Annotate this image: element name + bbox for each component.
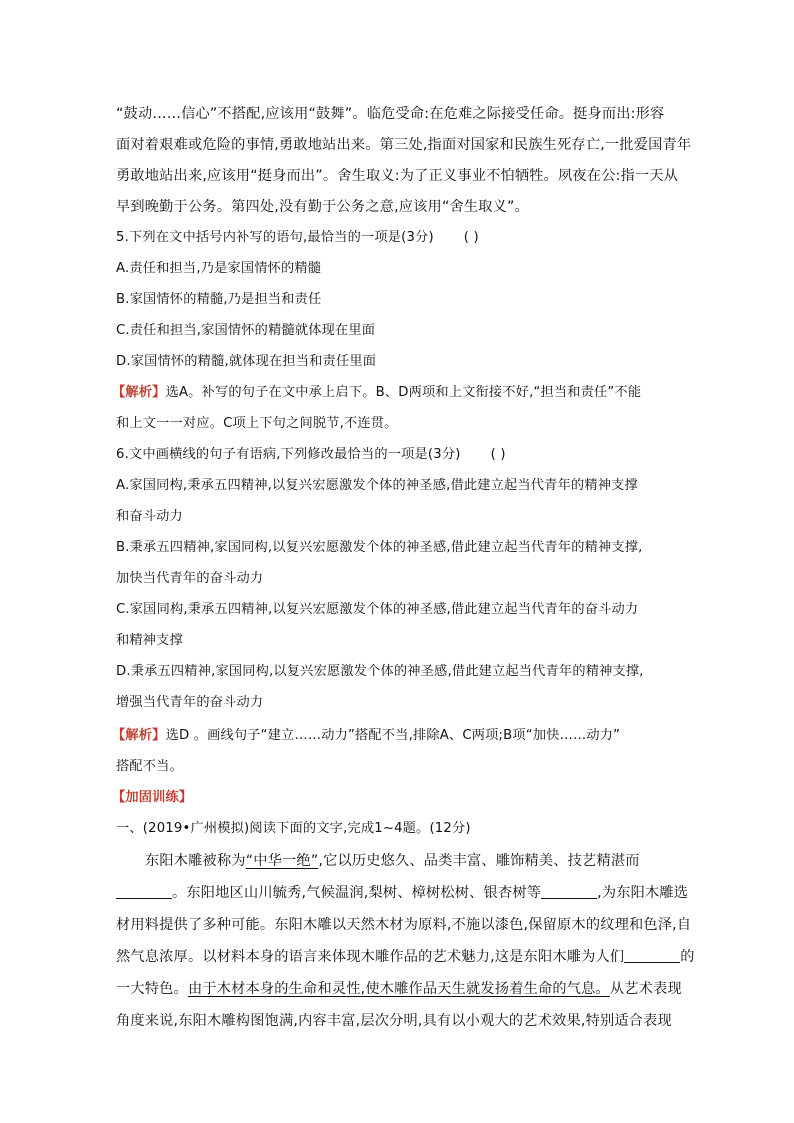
q5-option-a: A.责任和担当,乃是家国情怀的精髓 [116,261,322,276]
q6-option-d-cont: 增强当代青年的奋斗动力 [116,695,264,710]
underlined-sentence: 由于木材本身的生命和灵性,使木雕作品天生就发扬着生命的气息。 [187,981,610,997]
reinforce-heading [112,788,678,808]
q6-option-c-cont: 和精神支撑 [116,633,183,648]
question-6-stem-text: 6.文中画横线的句子有语病,下列修改最恰当的一项是(3分) [116,447,461,462]
passage-text: 东阳木雕被称为 [145,853,246,869]
q5-option-b: B.家国情怀的精髓,乃是担当和责任 [116,292,322,307]
fill-blank [541,884,597,899]
passage-text: 。东阳地区山川毓秀,气候温润,梨树、樟树松树、银杏树等 [172,885,542,901]
passage-text: ,它以历史悠久、品类丰富、雕饰精美、技艺精湛而 [318,853,640,869]
analysis-text: 选D 。画线句子“建立……动力”搭配不当,排除A、C两项;B项“加快……动力” [165,728,621,743]
answer-paren: ( ) [490,447,506,462]
analysis-tag: 【解析】 [112,385,166,400]
q5-option-c: C.责任和担当,家国情怀的精髓就体现在里面 [116,323,376,338]
passage-line-2 [116,883,689,903]
analysis-tag: 【解析】 [112,728,166,743]
passage-line-4 [116,947,695,967]
passage-text: 的 [680,949,695,965]
intro-line-2: 面对着艰难或危险的事情,勇敢地站出来。第三处,指面对国家和民族生死存亡,一批爱国青年 [116,137,692,153]
passage-text: 然气息浓厚。以材料本身的语言来体现木雕作品的艺术魅力,这是东阳木雕为人们 [116,949,625,965]
passage-text: 从艺术表现 [609,981,682,997]
q5-analysis-line-2: 和上文一一对应。C项上下句之间脱节,不连贯。 [116,416,398,431]
reinforce-tag: 【加固训练】 [112,790,193,805]
q6-option-b: B.秉承五四精神,家国同构,以复兴宏愿激发个体的神圣感,借此建立起当代青年的精神支撑, [116,540,643,555]
q6-analysis [112,726,678,746]
intro-line-1: “鼓动……信心”不搭配,应该用“鼓舞”。临危受命:在危难之际接受任命。挺身而出:形容 [116,106,665,122]
question-5-stem [116,228,682,248]
analysis-text: 选A。补写的句子在文中承上启下。B、D两项和上文衔接不好,“担当和责任”不能 [165,385,642,400]
passage-line-3: 材用料提供了多种可能。东阳木雕以天然木材为原料,不施以漆色,保留原木的纹理和色泽,自 [116,917,692,933]
q5-analysis [112,383,678,403]
underlined-phrase: “中华一绝” [245,853,319,869]
q6-option-b-cont: 加快当代青年的奋斗动力 [116,571,264,586]
passage-text: 一大特色。 [116,981,188,997]
passage-text: ,为东阳木雕选 [597,885,689,901]
q6-option-a-cont: 和奋斗动力 [116,509,183,524]
question-5-stem-text: 5.下列在文中括号内补写的语句,最恰当的一项是(3分) [116,230,434,245]
fill-blank [624,948,680,963]
q5-option-d: D.家国情怀的精髓,就体现在担当和责任里面 [116,354,377,369]
q6-analysis-line-2: 搭配不当。 [116,759,183,774]
q6-option-c: C.家国同构,秉承五四精神,以复兴宏愿激发个体的神圣感,借此建立起当代青年的奋斗动力 [116,602,639,617]
answer-paren: ( ) [463,230,479,245]
reading-task: 一、(2019•广州模拟)阅读下面的文字,完成1~4题。(12分) [116,821,471,836]
passage-line-5 [116,979,682,999]
q6-option-a: A.家国同构,秉承五四精神,以复兴宏愿激发个体的神圣感,借此建立起当代青年的精神支撑 [116,478,638,493]
q6-option-d: D.秉承五四精神,家国同构,以复兴宏愿激发个体的神圣感,借此建立起当代青年的精神支撑, [116,664,644,679]
intro-line-3: 勇敢地站出来,应该用“挺身而出”。舍生取义:为了正义事业不怕牺牲。夙夜在公:指一天从 [116,168,679,184]
passage-line-6: 角度来说,东阳木雕构图饱满,内容丰富,层次分明,具有以小观大的艺术效果,特别适合表现 [116,1013,672,1029]
intro-line-4: 早到晚勤于公务。第四处,没有勤于公务之意,应该用“舍生取义”。 [116,199,529,215]
fill-blank [116,884,172,899]
question-6-stem [116,445,682,465]
passage-line-1 [145,851,682,871]
